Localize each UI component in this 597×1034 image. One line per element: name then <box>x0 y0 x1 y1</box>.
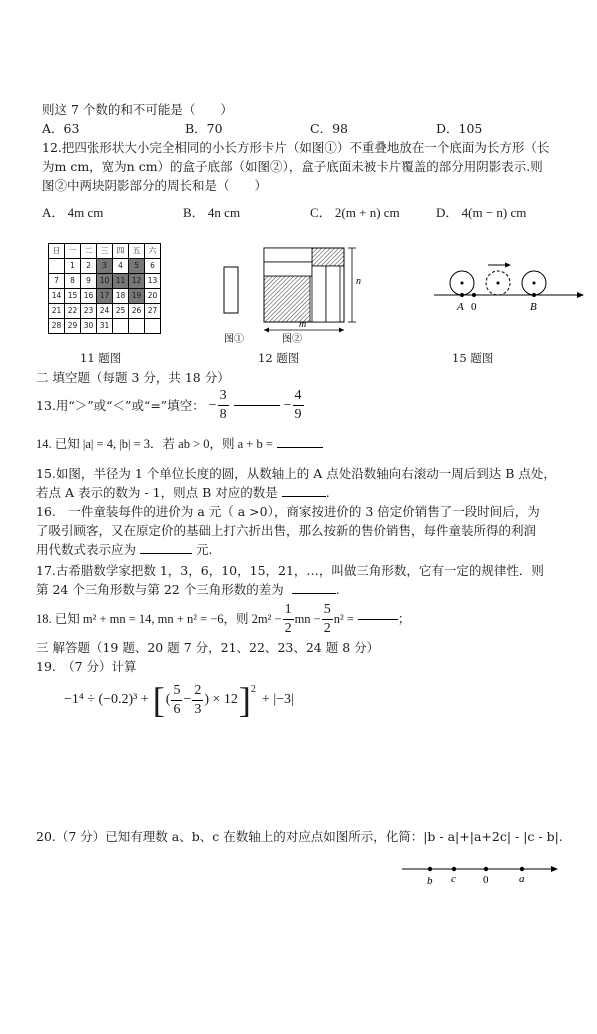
card-horizontal-1 <box>264 248 312 262</box>
q18-mid: mn − <box>294 611 321 626</box>
q19-expression: −1⁴ ÷ (−0.2)³ + [ ( $\frac{5}{6}$ − $\frac{2}{3}$ ) × 12 ] 2 + |−3| <box>64 680 294 720</box>
calendar-day-cell: 25 <box>113 304 129 319</box>
q13-fraction-1: $\frac{3}{8}$ <box>219 388 227 422</box>
fig1-label: 图① <box>224 334 244 345</box>
q13-fraction-2: $\frac{4}{9}$ <box>294 388 302 422</box>
shaded-region-top <box>312 248 344 266</box>
calendar-day-cell: 19 <box>129 289 145 304</box>
q16-line3a: 用代数式表示应为 <box>36 542 137 557</box>
calendar-weekday: 五 <box>129 244 145 259</box>
calendar-day-cell: 30 <box>81 319 97 334</box>
q19-fraction-2: $\frac{2}{3}$ <box>194 682 202 717</box>
q19-expr-a: −1⁴ ÷ (−0.2)³ + <box>64 692 149 708</box>
q18 <box>36 603 410 636</box>
calendar-day-cell: 2 <box>81 259 97 274</box>
q15: 若点 A 表示的数为 - 1，则点 B 对应的数是 . <box>36 485 330 500</box>
q19-exponent: 2 <box>250 684 256 695</box>
card-vertical-2 <box>326 266 340 322</box>
calendar-header-row <box>49 244 161 259</box>
origin-label: 0 <box>471 301 477 313</box>
calendar-day-cell: 15 <box>65 289 81 304</box>
single-card <box>224 267 238 313</box>
q14-text: 14. 已知 |a| = 4, |b| = 3．若 ab > 0，则 a + b = <box>36 437 273 451</box>
q15-line1: 15.如图，半径为 1 个单位长度的圆，从数轴上的 A 点处沿数轴向右滚动一周后到达 B 点处， <box>36 466 556 481</box>
q13: 13.用“＞”或“＜”或“=”填空： − $\frac{3}{8}$ − $\frac{4}{9}$ <box>36 388 302 422</box>
calendar-day-cell: 31 <box>97 319 113 334</box>
q20-label-c: c <box>451 873 456 885</box>
calendar-day-cell: 3 <box>97 259 113 274</box>
calendar-day-cell: 1 <box>65 259 81 274</box>
calendar-day-cell: 18 <box>113 289 129 304</box>
n-label: n <box>356 276 361 287</box>
q18-prefix: 18. 已知 m² + mn = 14, mn + n² = −6，则 2m² − <box>36 611 282 626</box>
calendar-weekday: 日 <box>49 244 65 259</box>
calendar-day-cell: 10 <box>97 274 113 289</box>
q16-line2: 了吸引顾客，又在原定价的基础上打六折出售，那么按新的售价销售，每件童装所得的利润 <box>36 523 537 538</box>
q18-suffix: n² = <box>333 611 354 626</box>
q11-option-a: A．63 <box>42 121 80 136</box>
q13-answer-blank[interactable] <box>234 405 280 406</box>
q12-option-d: D． 4(m − n) cm <box>436 205 527 220</box>
calendar-day-cell: 22 <box>65 304 81 319</box>
q17-line1: 17.古希腊数学家把数 1，3，6，10，15，21，…，叫做三角形数，它有一定的规律性．则 <box>36 563 544 578</box>
calendar-day-cell: 7 <box>49 274 65 289</box>
q18-answer-blank[interactable] <box>358 619 398 620</box>
caption-q15: 15 题图 <box>452 351 494 365</box>
calendar-day-cell: 9 <box>81 274 97 289</box>
q12-option-c: C． 2(m + n) cm <box>310 205 400 220</box>
calendar-day-cell: 5 <box>129 259 145 274</box>
calendar-day-cell: 27 <box>145 304 161 319</box>
calendar-week-row <box>49 319 161 334</box>
calendar-table <box>48 243 161 334</box>
calendar-weekday: 六 <box>145 244 161 259</box>
card-horizontal-2 <box>264 262 312 276</box>
q18-fraction-1: $\frac{1}{2}$ <box>284 602 292 636</box>
q19-expr-d: + |−3| <box>261 692 294 708</box>
calendar-week-row <box>49 289 161 304</box>
calendar-day-cell: 11 <box>113 274 129 289</box>
calendar-day-cell: 4 <box>113 259 129 274</box>
q16-line3b: 元. <box>195 542 213 557</box>
q12-option-b: B． 4n cm <box>183 205 241 220</box>
q15-line2: 若点 A 表示的数为 - 1，则点 B 对应的数是 <box>36 485 278 500</box>
calendar-day-cell: 28 <box>49 319 65 334</box>
q16-line1: 16. 一件童装每件的进价为 a 元（ a >0），商家按进价的 3 倍定价销售了一段时间后，为 <box>36 504 540 519</box>
calendar-day-cell: 16 <box>81 289 97 304</box>
point-a-label: A <box>457 301 464 313</box>
shaded-region-bottom <box>264 276 310 322</box>
q13-prefix: 13.用“＞”或“＜”或“=”填空： <box>36 397 205 413</box>
calendar-day-cell: 13 <box>145 274 161 289</box>
caption-q12: 12 题图 <box>258 351 300 365</box>
q11-option-d: D．105 <box>436 121 483 136</box>
q20-text: 20.（7 分）已知有理数 a、b、c 在数轴上的对应点如图所示，化简：|b - a|+|a+2c| - |c - b|. <box>36 829 563 844</box>
rectangle-cards-figure <box>215 240 370 345</box>
q18-tail: ； <box>397 611 411 626</box>
q20-label-a: a <box>519 873 525 885</box>
q17-line2: 第 24 个三角形数与第 22 个三角形数的差为 <box>36 582 284 597</box>
q19-minus: − <box>183 692 192 708</box>
calendar-day-cell <box>145 319 161 334</box>
calendar-week-row <box>49 304 161 319</box>
rolling-circle-figure <box>432 255 587 317</box>
calendar-day-cell: 6 <box>145 259 161 274</box>
calendar-day-cell: 12 <box>129 274 145 289</box>
calendar-weekday: 一 <box>65 244 81 259</box>
calendar-day-cell: 23 <box>81 304 97 319</box>
point-b-label: B <box>530 301 537 313</box>
calendar-week-row <box>49 274 161 289</box>
calendar-day-cell: 21 <box>49 304 65 319</box>
calendar-day-cell: 24 <box>97 304 113 319</box>
calendar-day-cell: 14 <box>49 289 65 304</box>
q12-line2: 为m cm，宽为n cm）的盒子底部（如图②），盒子底面未被卡片覆盖的部分用阴影表示.则 <box>42 159 543 174</box>
calendar-day-cell <box>129 319 145 334</box>
q20-label-zero: 0 <box>483 874 489 886</box>
q14 <box>36 436 323 453</box>
q17-answer-blank[interactable] <box>292 593 336 594</box>
q16-answer-blank[interactable] <box>140 553 192 554</box>
section-3-heading: 三 解答题（19 题、20 题 7 分，21、22、23、24 题 8 分） <box>36 640 380 655</box>
calendar-figure <box>48 243 161 334</box>
m-label: m <box>299 319 307 330</box>
q12-option-a: A． 4m cm <box>42 205 104 220</box>
calendar-week-row <box>49 259 161 274</box>
calendar-day-cell <box>49 259 65 274</box>
q12-line3: 图②中两块阴影部分的周长和是（ ） <box>42 178 268 193</box>
q12-line1: 12.把四张形状大小完全相同的小长方形卡片（如图①）不重叠地放在一个底面为长方形（长 <box>42 140 550 155</box>
q20-label-b: b <box>427 875 433 887</box>
q20-number-line <box>398 860 568 888</box>
q19-fraction-1: $\frac{5}{6}$ <box>173 682 181 717</box>
calendar-day-cell: 20 <box>145 289 161 304</box>
caption-q11: 11 题图 <box>80 351 122 365</box>
calendar-day-cell <box>113 319 129 334</box>
calendar-day-cell: 8 <box>65 274 81 289</box>
calendar-day-cell: 26 <box>129 304 145 319</box>
card-vertical-1 <box>312 266 326 322</box>
q16 <box>36 542 212 558</box>
calendar-weekday: 四 <box>113 244 129 259</box>
q11-option-b: B．70 <box>185 121 223 136</box>
q18-fraction-2: $\frac{5}{2}$ <box>323 602 331 636</box>
calendar-weekday: 二 <box>81 244 97 259</box>
q17: 第 24 个三角形数与第 22 个三角形数的差为 . <box>36 582 340 597</box>
q15-answer-blank[interactable] <box>282 496 326 497</box>
q11-intro: 则这 7 个数的和不可能是（ ） <box>42 102 233 117</box>
calendar-day-cell: 29 <box>65 319 81 334</box>
q14-answer-blank[interactable] <box>277 447 323 448</box>
section-2-heading: 二 填空题（每题 3 分，共 18 分） <box>36 370 230 385</box>
q19-expr-c: ) × 12 <box>204 692 238 708</box>
q19-expr-b: ( <box>165 692 171 708</box>
fig2-label: 图② <box>282 334 302 345</box>
calendar-weekday: 三 <box>97 244 113 259</box>
calendar-day-cell: 17 <box>97 289 113 304</box>
q11-option-c: C．98 <box>310 121 348 136</box>
q19-title: 19. （7 分）计算 <box>36 659 137 674</box>
